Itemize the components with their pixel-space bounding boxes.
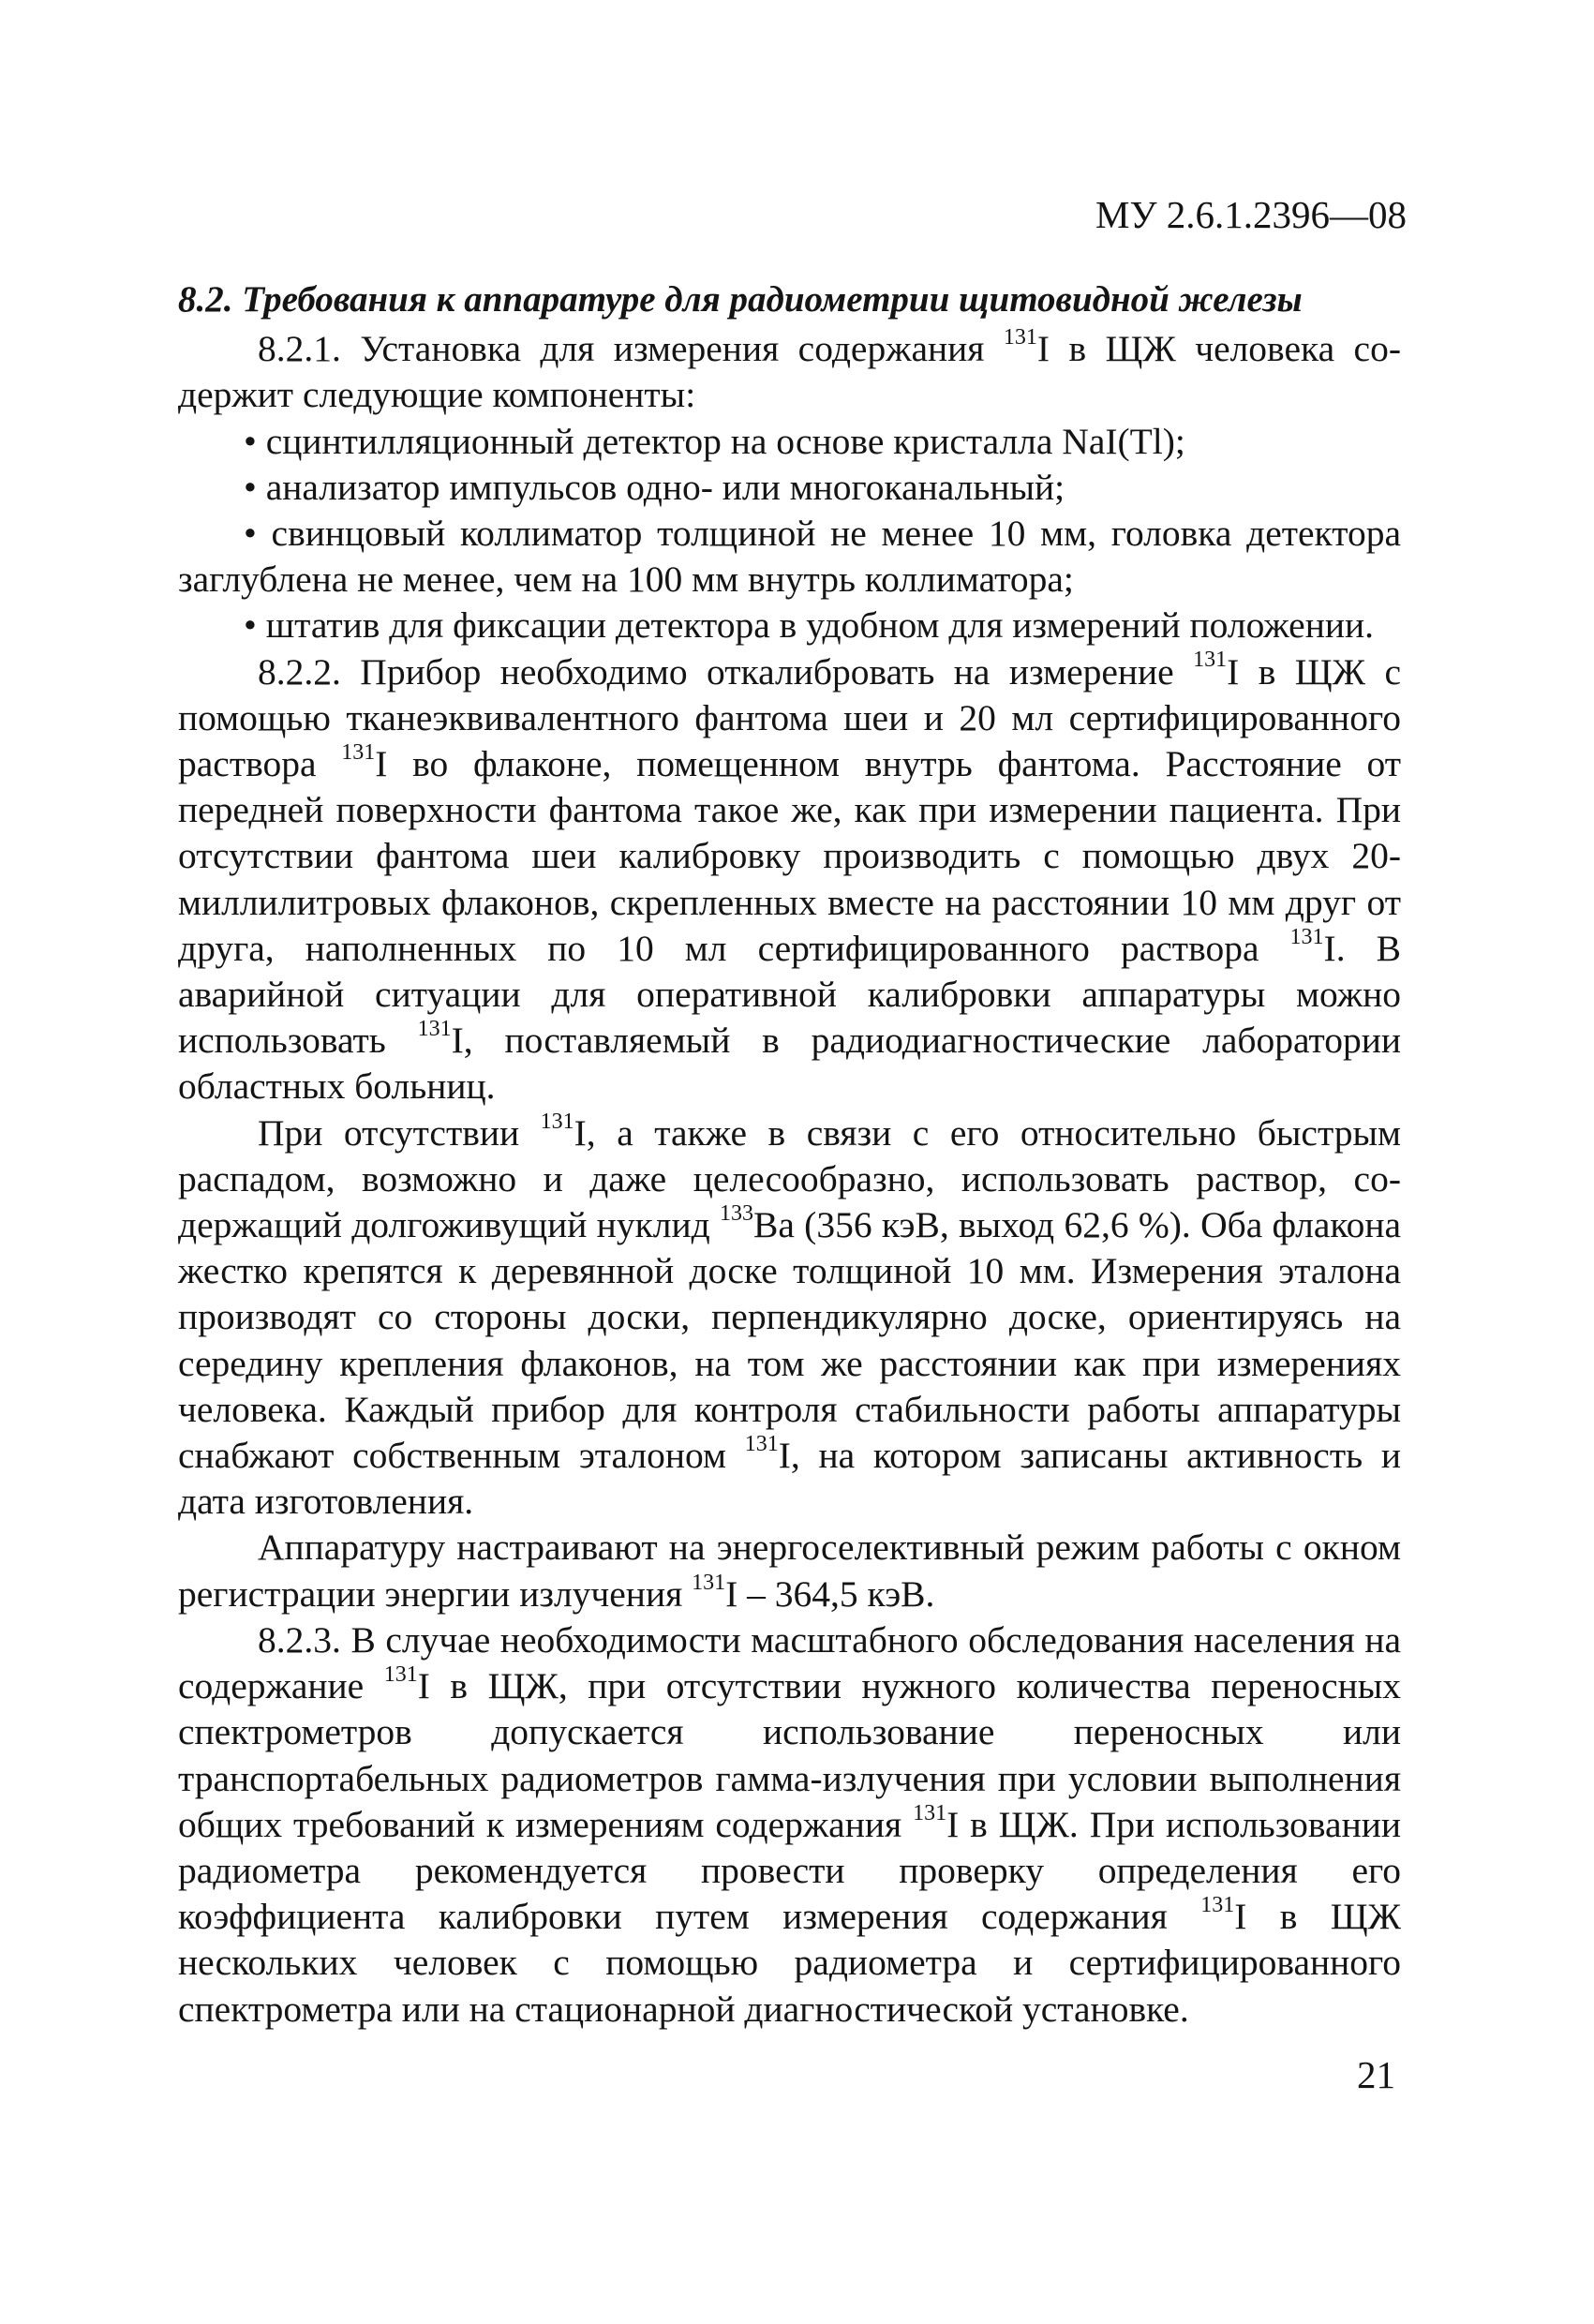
isotope-mass-number: 131 bbox=[1003, 325, 1037, 350]
document-code: МУ 2.6.1.2396—08 bbox=[1095, 193, 1407, 236]
text-run: Ba (356 кэВ, выход 62,6 %). Оба флакона жестко крепятся к деревянной доске толщиной 10 мм. Измерения эталона производят со стороны доски, перпендикулярно доске, ориентируясь на середину крепления флаконов, на том же расстоянии как при измерениях человека. Каждый прибор для контроля стабильности работы аппаратуры снабжают собственным эталоном bbox=[178, 1204, 1401, 1477]
paragraph-8-2-3 bbox=[178, 1617, 1401, 2033]
list-item-collimator: • свинцовый коллиматор толщиной не менее 10 мм, головка детектора заглублена не менее, чем на 100 мм внутрь коллиматора; bbox=[178, 513, 1401, 601]
isotope-mass-number: 131 bbox=[744, 1431, 779, 1456]
text-run: I во флаконе, помещенном внутрь фантома. Расстояние от передней поверхности фантома такое же, как при измерении пациента. При отсутствии фантома шеи калибровку производить с помощью двух 20-миллилитровых флаконов, скрепленных вместе на расстоянии 10 мм друг от друга, наполненных по 10 мл сертифицированного раствора bbox=[178, 743, 1401, 969]
paragraph-8-2-1 bbox=[178, 326, 1401, 418]
section-heading: 8.2. Требования к аппаратуре для радиометрии щитовидной железы bbox=[178, 279, 1303, 320]
list-item-analyzer: • анализатор импульсов одно- или многоканальный; bbox=[244, 466, 1065, 508]
text-run: I в ЩЖ, при отсутствии нужного количества переносных спектрометров допускается использование переносных или транспортабельных радиометров гамма-излучения при условии выполнения общих требований к измерениям содержания bbox=[178, 1665, 1401, 1845]
isotope-mass-number: 133 bbox=[720, 1200, 753, 1226]
paragraph-energy-window bbox=[178, 1525, 1401, 1616]
text-run: I, поставляемый в радиодиагностические лаборатории областных больниц. bbox=[178, 1020, 1401, 1108]
text-run: I в ЩЖ нескольких человек с помощью радиометра и сертифицированного спектрометра или на стационарной диагностической установке. bbox=[178, 1896, 1401, 2030]
text-run: 8.2.2. Прибор необходимо откалибровать на измерение bbox=[258, 650, 1194, 693]
isotope-mass-number: 131 bbox=[540, 1109, 574, 1134]
text-run: 8.2.1. Установка для измерения содержания bbox=[258, 328, 1004, 370]
isotope-mass-number: 131 bbox=[1193, 648, 1228, 673]
list-item-stand: • штатив для фиксации детектора в удобном для измерений положении. bbox=[244, 604, 1374, 647]
isotope-mass-number: 131 bbox=[692, 1570, 726, 1595]
paragraph-barium-alternative bbox=[178, 1110, 1401, 1526]
text-run: I – 364,5 кэВ. bbox=[725, 1572, 935, 1615]
text-run: Аппаратуру настраивают на энергоселективный режим работы с окном регистрации энергии излучения bbox=[178, 1527, 1401, 1615]
isotope-mass-number: 131 bbox=[913, 1800, 947, 1825]
isotope-mass-number: 131 bbox=[1200, 1892, 1235, 1917]
isotope-mass-number: 131 bbox=[1289, 924, 1324, 949]
text-run: I в ЩЖ с помощью тканеэквивалентного фантома шеи и 20 мл сертифицированного раствора bbox=[178, 650, 1401, 785]
text-run: I, на котором записаны активность и дата изготовления. bbox=[178, 1435, 1401, 1523]
text-run: При отсутствии bbox=[258, 1111, 541, 1154]
text-run: I, а также в связи с его относительно быстрым распадом, возможно и даже целесообразно, использовать раствор, содержащий долгоживущий нуклид bbox=[178, 1111, 1401, 1246]
text-run: 8.2.3. В случае необходимости масштабного обследования населения на содержание bbox=[178, 1618, 1401, 1707]
paragraph-8-2-2 bbox=[178, 649, 1401, 1110]
isotope-mass-number: 131 bbox=[417, 1017, 452, 1042]
text-run: I в ЩЖ. При использовании радиометра рекомендуется провести проверку определения его коэффициента калибровки путем измерения содержания bbox=[178, 1803, 1401, 1938]
isotope-mass-number: 131 bbox=[341, 739, 376, 765]
text-run: I. В аварийной ситуации для оперативной калибровки аппаратуры можно использовать bbox=[178, 927, 1401, 1062]
text-run: I в ЩЖ человека содержит следующие компоненты: bbox=[178, 328, 1401, 416]
page-content bbox=[178, 276, 1401, 2033]
page-number: 21 bbox=[1357, 2053, 1395, 2096]
isotope-mass-number: 131 bbox=[383, 1661, 418, 1687]
list-item-detector: • сцинтилляционный детектор на основе кристалла NaI(Tl); bbox=[244, 420, 1185, 462]
